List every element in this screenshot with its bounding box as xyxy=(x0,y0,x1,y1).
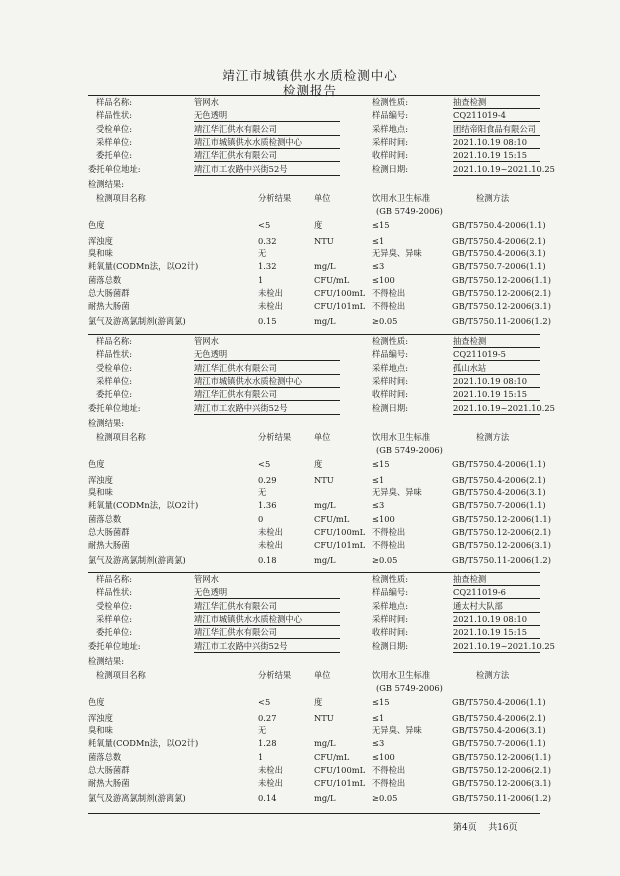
cell-item: 氯气及游离氯制剂(游离氯) xyxy=(88,555,186,565)
field-value-name: 管网水 xyxy=(194,336,219,346)
field-label-sampling-site: 采样地点: xyxy=(372,123,408,134)
cell-method: GB/T5750.12-2006(2.1) xyxy=(452,288,551,298)
underline xyxy=(194,121,340,122)
page-title: 靖江市城镇供水水质检测中心 xyxy=(222,68,398,83)
field-label-sample-name: 样品名称: xyxy=(96,336,132,346)
underline xyxy=(194,148,340,149)
field-value-sampling-unit: 靖江市城镇供水水质检测中心 xyxy=(194,613,302,624)
field-label-client-address: 委托单位地址: xyxy=(88,163,141,174)
field-label-sampling-unit: 采样单位: xyxy=(96,136,132,147)
cell-unit: CFU/100mL xyxy=(314,765,366,775)
field-value-client-unit: 靖江华汇供水有限公司 xyxy=(194,389,277,400)
cell-item: 浑浊度 xyxy=(88,713,113,723)
field-label-sampling-unit: 采样单位: xyxy=(96,375,132,386)
cell-standard: ≤15 xyxy=(372,220,390,230)
cell-standard: ≤3 xyxy=(372,738,385,748)
cell-unit: 度 xyxy=(314,697,323,707)
field-label-sample-property: 样品性状: xyxy=(96,587,132,598)
cell-item: 耗氧量(CODMn法，以O2计) xyxy=(88,261,199,271)
field-value-client-address: 靖江市工农路中兴街52号 xyxy=(194,640,288,651)
cell-result: 1 xyxy=(258,275,264,285)
cell-result: 0.14 xyxy=(258,793,277,803)
field-value-property: 无色透明 xyxy=(194,587,228,598)
cell-item: 色度 xyxy=(88,459,105,469)
underline xyxy=(453,108,540,109)
results-heading: 检测结果: xyxy=(88,418,124,428)
cell-item: 色度 xyxy=(88,220,105,230)
field-value-property: 无色透明 xyxy=(194,349,228,360)
underline xyxy=(194,175,340,176)
cell-unit: 度 xyxy=(314,220,323,230)
cell-method: GB/T5750.12-2006(2.1) xyxy=(452,527,551,537)
underline xyxy=(453,161,540,162)
col-header-method: 检测方法 xyxy=(476,193,510,203)
cell-result: 0.15 xyxy=(258,316,277,326)
cell-standard: 不得检出 xyxy=(372,540,406,550)
cell-method: GB/T5750.4-2006(3.1) xyxy=(452,725,546,735)
field-value-client-address: 靖江市工农路中兴街52号 xyxy=(194,402,288,413)
cell-item: 耐热大肠菌 xyxy=(88,540,130,550)
underline xyxy=(453,612,540,613)
cell-result: 1.32 xyxy=(258,261,277,271)
cell-unit: CFU/101mL xyxy=(314,540,366,550)
field-value-sampling-time: 2021.10.19 08:10 xyxy=(453,375,528,386)
field-value-receipt-time: 2021.10.19 15:15 xyxy=(453,150,528,161)
col-header-standard: 饮用水卫生标准 xyxy=(372,193,431,203)
field-label-test-date: 检测日期: xyxy=(372,640,408,651)
field-value-client-unit: 靖江华汇供水有限公司 xyxy=(194,150,277,161)
field-label-sample-name: 样品名称: xyxy=(96,97,132,107)
cell-method: GB/T5750.12-2006(2.1) xyxy=(452,765,551,775)
field-value-receipt-time: 2021.10.19 15:15 xyxy=(453,627,528,638)
cell-method: GB/T5750.11-2006(1.2) xyxy=(452,316,551,326)
field-value-inspected-unit: 靖江华汇供水有限公司 xyxy=(194,123,277,134)
cell-method: GB/T5750.7-2006(1.1) xyxy=(452,261,546,271)
underline xyxy=(194,625,340,626)
field-value-test-date: 2021.10.19~2021.10.25 xyxy=(453,163,555,174)
cell-item: 总大肠菌群 xyxy=(88,765,130,775)
cell-unit: CFU/mL xyxy=(314,752,350,762)
col-header-unit: 单位 xyxy=(314,193,331,203)
cell-result: 1 xyxy=(258,752,264,762)
underline xyxy=(194,612,340,613)
underline xyxy=(453,175,540,176)
underline xyxy=(453,638,540,639)
cell-unit: mg/L xyxy=(314,500,336,510)
field-value-sampling-time: 2021.10.19 08:10 xyxy=(453,613,528,624)
field-value-test-date: 2021.10.19~2021.10.25 xyxy=(453,640,555,651)
cell-method: GB/T5750.12-2006(1.1) xyxy=(452,275,551,285)
cell-standard: ≥0.05 xyxy=(372,555,398,565)
col-header-standard-code: (GB 5749-2006) xyxy=(376,445,443,455)
cell-method: GB/T5750.4-2006(3.1) xyxy=(452,248,546,258)
underline xyxy=(453,135,540,136)
field-label-receipt-time: 收样时间: xyxy=(372,627,408,638)
field-label-test-date: 检测日期: xyxy=(372,163,408,174)
field-value-sampling-site: 孤山水站 xyxy=(453,362,487,373)
cell-standard: ≤1 xyxy=(372,236,385,246)
cell-unit: mg/L xyxy=(314,555,336,565)
cell-item: 菌落总数 xyxy=(88,514,122,524)
cell-standard: ≤15 xyxy=(372,459,390,469)
cell-result: 0 xyxy=(258,514,264,524)
underline xyxy=(453,652,540,653)
field-label-sample-no: 样品编号: xyxy=(372,349,408,360)
cell-result: <5 xyxy=(258,697,271,707)
field-label-sampling-site: 采样地点: xyxy=(372,362,408,373)
cell-unit: CFU/100mL xyxy=(314,288,366,298)
cell-item: 菌落总数 xyxy=(88,275,122,285)
field-value-name: 管网水 xyxy=(194,574,219,584)
cell-unit: CFU/mL xyxy=(314,275,350,285)
field-value-test-nature: 抽查检测 xyxy=(453,97,487,107)
cell-standard: 无异臭、异味 xyxy=(372,725,422,735)
field-value-property: 无色透明 xyxy=(194,110,228,121)
cell-method: GB/T5750.4-2006(1.1) xyxy=(452,697,546,707)
cell-item: 耐热大肠菌 xyxy=(88,301,130,311)
field-label-sample-property: 样品性状: xyxy=(96,349,132,360)
col-header-standard-code: (GB 5749-2006) xyxy=(376,206,443,216)
field-label-inspected-unit: 受检单位: xyxy=(96,123,132,134)
col-header-standard-code: (GB 5749-2006) xyxy=(376,683,443,693)
section-divider xyxy=(88,572,540,573)
cell-method: GB/T5750.12-2006(1.1) xyxy=(452,752,551,762)
cell-method: GB/T5750.12-2006(1.1) xyxy=(452,514,551,524)
field-label-sample-property: 样品性状: xyxy=(96,110,132,121)
col-header-result: 分析结果 xyxy=(258,670,292,680)
col-header-unit: 单位 xyxy=(314,432,331,442)
cell-standard: ≤1 xyxy=(372,475,385,485)
cell-result: <5 xyxy=(258,220,271,230)
cell-result: 0.27 xyxy=(258,713,277,723)
field-label-client-unit: 委托单位: xyxy=(96,389,132,400)
field-label-test-date: 检测日期: xyxy=(372,402,408,413)
cell-result: <5 xyxy=(258,459,271,469)
col-header-method: 检测方法 xyxy=(476,432,510,442)
cell-method: GB/T5750.11-2006(1.2) xyxy=(452,793,551,803)
cell-item: 耗氧量(CODMn法，以O2计) xyxy=(88,738,199,748)
field-value-test-nature: 抽查检测 xyxy=(453,574,487,584)
field-label-client-unit: 委托单位: xyxy=(96,627,132,638)
cell-method: GB/T5750.4-2006(2.1) xyxy=(452,475,546,485)
cell-item: 臭和味 xyxy=(88,248,113,258)
field-value-inspected-unit: 靖江华汇供水有限公司 xyxy=(194,600,277,611)
cell-method: GB/T5750.12-2006(3.1) xyxy=(452,778,551,788)
underline xyxy=(194,400,340,401)
cell-item: 色度 xyxy=(88,697,105,707)
cell-standard: ≤3 xyxy=(372,500,385,510)
page-subtitle: 检测报告 xyxy=(282,83,337,98)
cell-result: 未检出 xyxy=(258,527,283,537)
cell-standard: ≤100 xyxy=(372,275,395,285)
cell-item: 氯气及游离氯制剂(游离氯) xyxy=(88,793,186,803)
cell-result: 未检出 xyxy=(258,778,283,788)
underline xyxy=(453,387,540,388)
cell-standard: 不得检出 xyxy=(372,778,406,788)
cell-unit: mg/L xyxy=(314,316,336,326)
cell-standard: ≤15 xyxy=(372,697,390,707)
underline xyxy=(453,374,540,375)
cell-unit: NTU xyxy=(314,236,334,246)
underline xyxy=(453,400,540,401)
field-value-sample-no: CQ211019-5 xyxy=(453,349,506,360)
col-header-method: 检测方法 xyxy=(476,670,510,680)
field-value-sampling-unit: 靖江市城镇供水水质检测中心 xyxy=(194,375,302,386)
cell-unit: CFU/mL xyxy=(314,514,350,524)
cell-result: 未检出 xyxy=(258,301,283,311)
cell-result: 未检出 xyxy=(258,288,283,298)
underline xyxy=(194,414,340,415)
cell-result: 1.28 xyxy=(258,738,277,748)
section-divider xyxy=(88,334,540,335)
cell-standard: ≤100 xyxy=(372,514,395,524)
field-label-inspected-unit: 受检单位: xyxy=(96,600,132,611)
field-label-test-nature: 检测性质: xyxy=(372,574,408,584)
cell-unit: NTU xyxy=(314,475,334,485)
underline xyxy=(453,598,540,599)
cell-method: GB/T5750.4-2006(1.1) xyxy=(452,459,546,469)
field-value-sampling-time: 2021.10.19 08:10 xyxy=(453,136,528,147)
underline xyxy=(453,414,540,415)
col-header-result: 分析结果 xyxy=(258,193,292,203)
field-value-client-unit: 靖江华汇供水有限公司 xyxy=(194,627,277,638)
cell-method: GB/T5750.4-2006(3.1) xyxy=(452,487,546,497)
underline xyxy=(194,161,340,162)
cell-unit: CFU/100mL xyxy=(314,527,366,537)
cell-standard: ≥0.05 xyxy=(372,316,398,326)
field-label-sampling-time: 采样时间: xyxy=(372,375,408,386)
field-label-sample-name: 样品名称: xyxy=(96,574,132,584)
cell-result: 0.18 xyxy=(258,555,277,565)
underline xyxy=(194,360,340,361)
page-footer xyxy=(453,820,518,833)
cell-method: GB/T5750.7-2006(1.1) xyxy=(452,500,546,510)
cell-item: 浑浊度 xyxy=(88,236,113,246)
field-value-inspected-unit: 靖江华汇供水有限公司 xyxy=(194,362,277,373)
field-value-sampling-unit: 靖江市城镇供水水质检测中心 xyxy=(194,136,302,147)
section-divider xyxy=(88,95,540,96)
cell-standard: 不得检出 xyxy=(372,288,406,298)
cell-item: 臭和味 xyxy=(88,725,113,735)
cell-method: GB/T5750.4-2006(1.1) xyxy=(452,220,546,230)
col-header-item: 检测项目名称 xyxy=(96,432,146,442)
field-value-name: 管网水 xyxy=(194,97,219,107)
field-value-sampling-site: 通太村大队部 xyxy=(453,600,503,611)
cell-method: GB/T5750.7-2006(1.1) xyxy=(452,738,546,748)
field-value-receipt-time: 2021.10.19 15:15 xyxy=(453,389,528,400)
col-header-result: 分析结果 xyxy=(258,432,292,442)
underline xyxy=(453,347,540,348)
cell-standard: ≤1 xyxy=(372,713,385,723)
cell-result: 无 xyxy=(258,487,267,497)
cell-unit: CFU/101mL xyxy=(314,778,366,788)
page-number: 第4页 xyxy=(453,823,477,833)
cell-item: 耐热大肠菌 xyxy=(88,778,130,788)
underline xyxy=(194,652,340,653)
cell-item: 浑浊度 xyxy=(88,475,113,485)
underline xyxy=(194,638,340,639)
field-label-sampling-time: 采样时间: xyxy=(372,136,408,147)
underline xyxy=(194,135,340,136)
cell-method: GB/T5750.12-2006(3.1) xyxy=(452,540,551,550)
cell-item: 总大肠菌群 xyxy=(88,527,130,537)
cell-standard: ≤100 xyxy=(372,752,395,762)
cell-result: 无 xyxy=(258,248,267,258)
cell-result: 未检出 xyxy=(258,765,283,775)
cell-standard: 无异臭、异味 xyxy=(372,487,422,497)
field-label-test-nature: 检测性质: xyxy=(372,336,408,346)
field-value-client-address: 靖江市工农路中兴街52号 xyxy=(194,163,288,174)
cell-result: 未检出 xyxy=(258,540,283,550)
cell-unit: mg/L xyxy=(314,793,336,803)
field-value-sample-no: CQ211019-6 xyxy=(453,587,506,598)
field-label-sample-no: 样品编号: xyxy=(372,110,408,121)
cell-unit: CFU/101mL xyxy=(314,301,366,311)
field-label-inspected-unit: 受检单位: xyxy=(96,362,132,373)
underline xyxy=(194,598,340,599)
cell-unit: mg/L xyxy=(314,261,336,271)
field-label-sampling-site: 采样地点: xyxy=(372,600,408,611)
section-divider xyxy=(88,813,540,814)
underline xyxy=(453,148,540,149)
underline xyxy=(453,121,540,122)
field-label-client-address: 委托单位地址: xyxy=(88,640,141,651)
cell-method: GB/T5750.12-2006(3.1) xyxy=(452,301,551,311)
field-label-client-unit: 委托单位: xyxy=(96,150,132,161)
cell-item: 菌落总数 xyxy=(88,752,122,762)
field-label-receipt-time: 收样时间: xyxy=(372,389,408,400)
page-total: 共16页 xyxy=(488,823,518,833)
col-header-unit: 单位 xyxy=(314,670,331,680)
field-value-test-date: 2021.10.19~2021.10.25 xyxy=(453,402,555,413)
cell-item: 总大肠菌群 xyxy=(88,288,130,298)
results-heading: 检测结果: xyxy=(88,179,124,189)
field-value-sampling-site: 团结帝阳食品有限公司 xyxy=(453,123,536,134)
field-label-receipt-time: 收样时间: xyxy=(372,150,408,161)
field-label-test-nature: 检测性质: xyxy=(372,97,408,107)
cell-result: 0.32 xyxy=(258,236,277,246)
underline xyxy=(194,374,340,375)
underline xyxy=(453,360,540,361)
col-header-item: 检测项目名称 xyxy=(96,193,146,203)
col-header-item: 检测项目名称 xyxy=(96,670,146,680)
cell-standard: 不得检出 xyxy=(372,765,406,775)
cell-result: 0.29 xyxy=(258,475,277,485)
cell-method: GB/T5750.4-2006(2.1) xyxy=(452,713,546,723)
cell-result: 1.36 xyxy=(258,500,277,510)
cell-standard: 无异臭、异味 xyxy=(372,248,422,258)
underline xyxy=(453,625,540,626)
cell-unit: mg/L xyxy=(314,738,336,748)
cell-unit: NTU xyxy=(314,713,334,723)
field-label-sampling-unit: 采样单位: xyxy=(96,613,132,624)
cell-unit: 度 xyxy=(314,459,323,469)
cell-result: 无 xyxy=(258,725,267,735)
field-value-test-nature: 抽查检测 xyxy=(453,336,487,346)
cell-item: 耗氧量(CODMn法，以O2计) xyxy=(88,500,199,510)
cell-standard: 不得检出 xyxy=(372,301,406,311)
underline xyxy=(453,585,540,586)
underline xyxy=(194,387,340,388)
col-header-standard: 饮用水卫生标准 xyxy=(372,432,431,442)
field-label-client-address: 委托单位地址: xyxy=(88,402,141,413)
field-label-sampling-time: 采样时间: xyxy=(372,613,408,624)
cell-item: 氯气及游离氯制剂(游离氯) xyxy=(88,316,186,326)
cell-method: GB/T5750.4-2006(2.1) xyxy=(452,236,546,246)
cell-standard: 不得检出 xyxy=(372,527,406,537)
results-heading: 检测结果: xyxy=(88,656,124,666)
field-label-sample-no: 样品编号: xyxy=(372,587,408,598)
cell-standard: ≤3 xyxy=(372,261,385,271)
cell-item: 臭和味 xyxy=(88,487,113,497)
cell-method: GB/T5750.11-2006(1.2) xyxy=(452,555,551,565)
field-value-sample-no: CQ211019-4 xyxy=(453,110,506,121)
cell-standard: ≥0.05 xyxy=(372,793,398,803)
col-header-standard: 饮用水卫生标准 xyxy=(372,670,431,680)
